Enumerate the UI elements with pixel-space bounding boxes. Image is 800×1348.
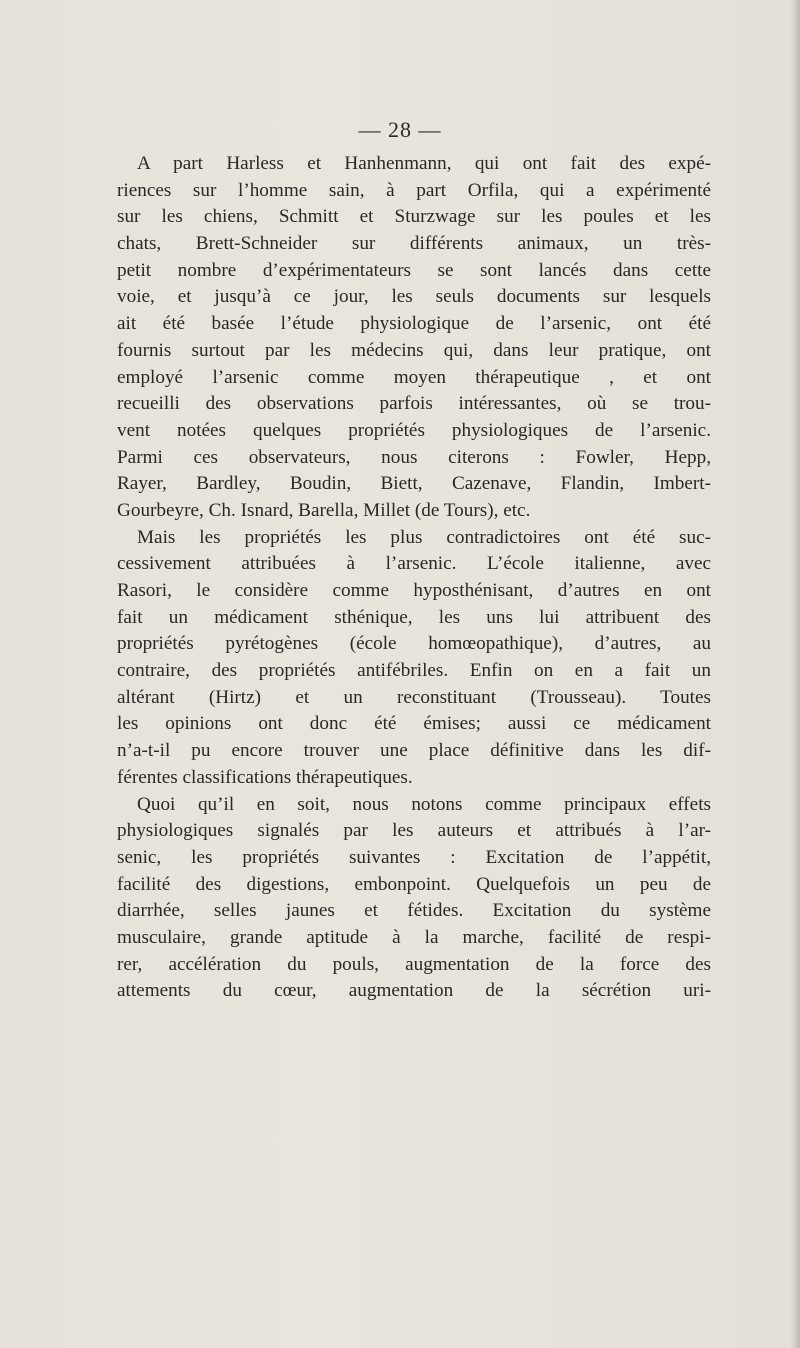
text-line: vent notées quelques propriétés physiologiques de l’arsenic.	[117, 419, 711, 441]
text-line: attements du cœur, augmentation de la sécrétion uri-	[117, 980, 711, 1002]
text-line: physiologiques signalés par les auteurs et attribués à l’ar-	[117, 820, 711, 842]
text-line: petit nombre d’expérimentateurs se sont lancés dans cette	[117, 259, 711, 281]
page-number: — 28 —	[358, 117, 442, 142]
body-text	[117, 151, 711, 1005]
paragraph	[117, 151, 711, 525]
text-line: propriétés pyrétogènes (école homœopathique), d’autres, au	[117, 633, 711, 655]
text-line: sur les chiens, Schmitt et Sturzwage sur les poules et les	[117, 206, 711, 228]
page-edge-shadow	[790, 0, 800, 1348]
text-line: musculaire, grande aptitude à la marche, facilité de respi-	[117, 926, 711, 948]
text-line: chats, Brett-Schneider sur différents animaux, un très-	[117, 233, 711, 255]
text-line: n’a-t-il pu encore trouver une place définitive dans les dif-	[117, 740, 711, 762]
text-line: A part Harless et Hanhenmann, qui ont fait des expé-	[137, 153, 711, 174]
text-line: employé l’arsenic comme moyen thérapeutique , et ont	[117, 366, 711, 388]
text-line: fait un médicament sthénique, les uns lui attribuent des	[117, 606, 711, 628]
text-line: Rayer, Bardley, Boudin, Biett, Cazenave, Flandin, Imbert-	[117, 473, 711, 495]
text-line: voie, et jusqu’à ce jour, les seuls documents sur lesquels	[117, 286, 711, 308]
text-line: riences sur l’homme sain, à part Orfila, qui a expérimenté	[117, 179, 711, 201]
text-line: cessivement attribuées à l’arsenic. L’école italienne, avec	[117, 553, 711, 575]
text-line: facilité des digestions, embonpoint. Quelquefois un peu de	[117, 873, 711, 895]
text-line: altérant (Hirtz) et un reconstituant (Trousseau). Toutes	[117, 686, 711, 708]
text-line: fournis surtout par les médecins qui, dans leur pratique, ont	[117, 339, 711, 361]
text-line: ait été basée l’étude physiologique de l’arsenic, ont été	[117, 313, 711, 335]
text-line: diarrhée, selles jaunes et fétides. Excitation du système	[117, 900, 711, 922]
text-line: rer, accélération du pouls, augmentation de la force des	[117, 953, 711, 975]
text-line: Mais les propriétés les plus contradictoires ont été suc-	[137, 526, 711, 548]
text-line: Gourbeyre, Ch. Isnard, Barella, Millet (de Tours), etc.	[117, 499, 531, 521]
text-line: férentes classifications thérapeutiques.	[117, 766, 413, 788]
paragraph	[117, 525, 711, 792]
text-line: contraire, des propriétés antifébriles. Enfin on en a fait un	[117, 660, 711, 682]
text-line: Quoi qu’il en soit, nous notons comme principaux effets	[137, 793, 711, 815]
text-line: senic, les propriétés suivantes : Excitation de l’appétit,	[117, 846, 711, 868]
paragraph	[117, 792, 711, 1006]
text-line: recueilli des observations parfois intéressantes, où se trou-	[117, 393, 711, 415]
text-line: les opinions ont donc été émises; aussi ce médicament	[117, 713, 711, 735]
text-line: Parmi ces observateurs, nous citerons : Fowler, Hepp,	[117, 446, 711, 468]
text-line: Rasori, le considère comme hyposthénisant, d’autres en ont	[117, 580, 711, 601]
